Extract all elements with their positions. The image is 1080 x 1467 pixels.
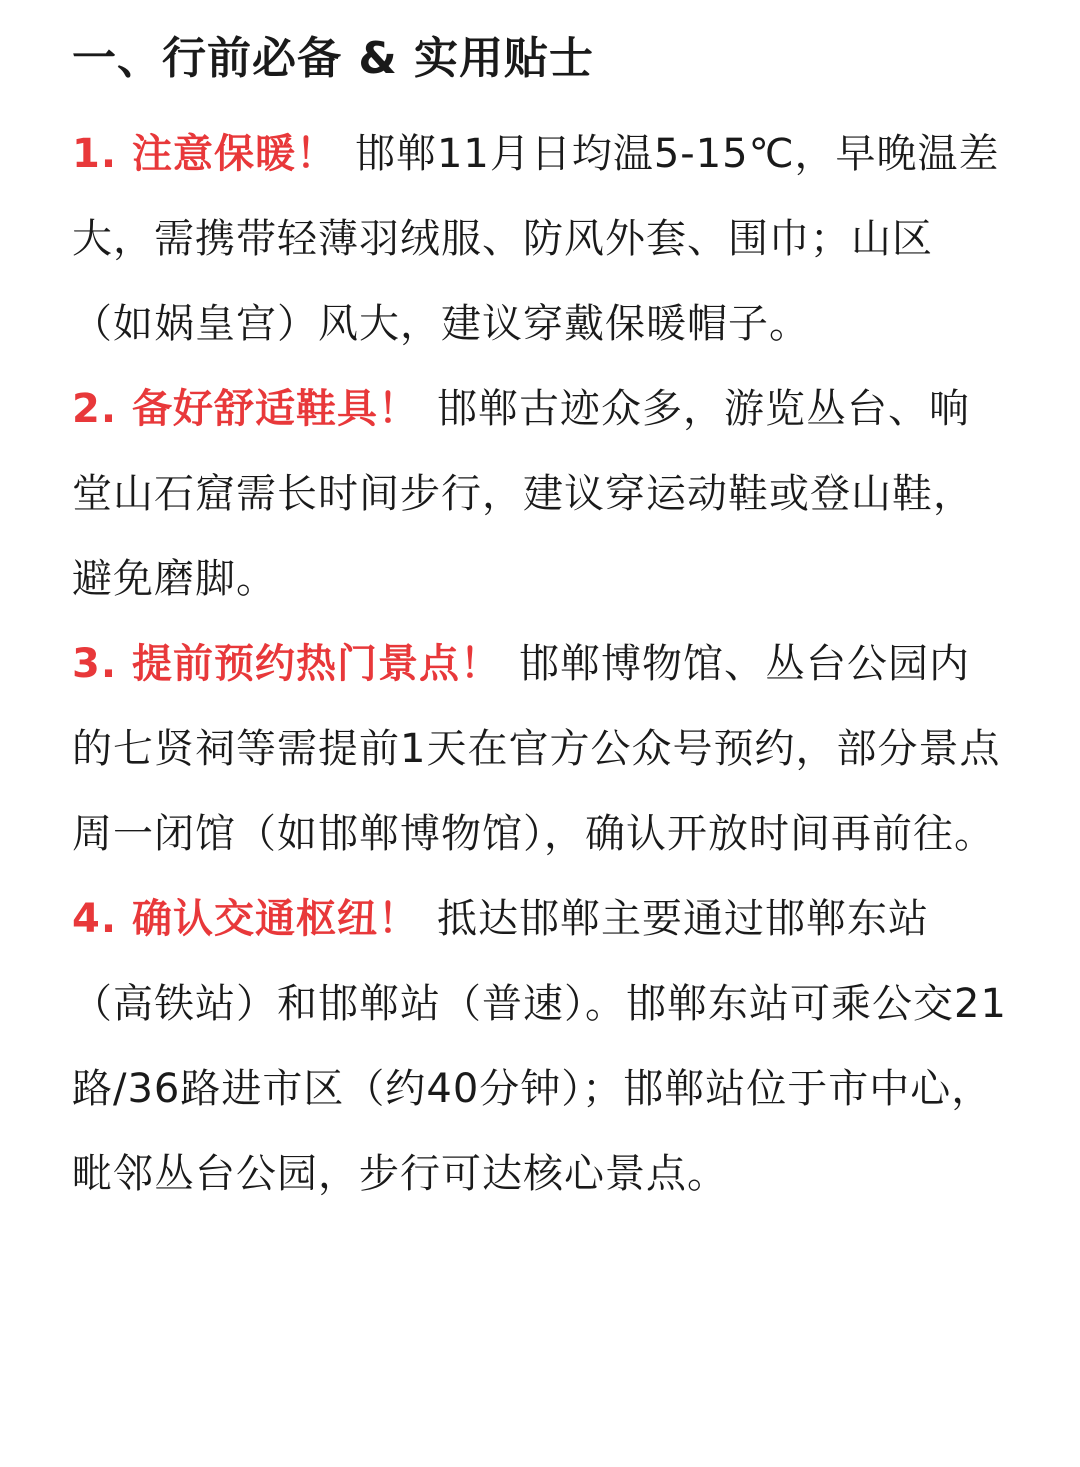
tip-body: 抵达邯郸主要通过邯郸东站（高铁站）和邯郸站（普速）。邯郸东站可乘公交21路/36路进市区（约40分钟）；邯郸站位于市中心，毗邻丛台公园，步行可达核心景点。 bbox=[72, 896, 1007, 1197]
tip-body: 邯郸古迹众多，游览丛台、响堂山石窟需长时间步行，建议穿运动鞋或登山鞋，避免磨脚。 bbox=[72, 386, 974, 602]
tip-body: 邯郸博物馆、丛台公园内的七贤祠等需提前1天在官方公众号预约，部分景点周一闭馆（如邯郸博物馆），确认开放时间再前往。 bbox=[72, 641, 1001, 857]
tip-item-3 bbox=[72, 622, 1008, 877]
tip-item-2 bbox=[72, 367, 1008, 622]
tip-body: 邯郸11月日均温5-15℃，早晚温差大，需携带轻薄羽绒服、防风外套、围巾；山区（如娲皇宫）风大，建议穿戴保暖帽子。 bbox=[72, 131, 1000, 347]
tip-title: 2. 备好舒适鞋具！ bbox=[72, 386, 419, 432]
tip-title: 3. 提前预约热门景点！ bbox=[72, 641, 501, 687]
section-heading: 一、行前必备 & 实用贴士 bbox=[72, 33, 595, 84]
tip-item-4 bbox=[72, 877, 1008, 1217]
tip-title: 1. 注意保暖！ bbox=[72, 131, 337, 177]
tip-item-1 bbox=[72, 112, 1008, 367]
tip-title: 4. 确认交通枢纽！ bbox=[72, 896, 419, 942]
